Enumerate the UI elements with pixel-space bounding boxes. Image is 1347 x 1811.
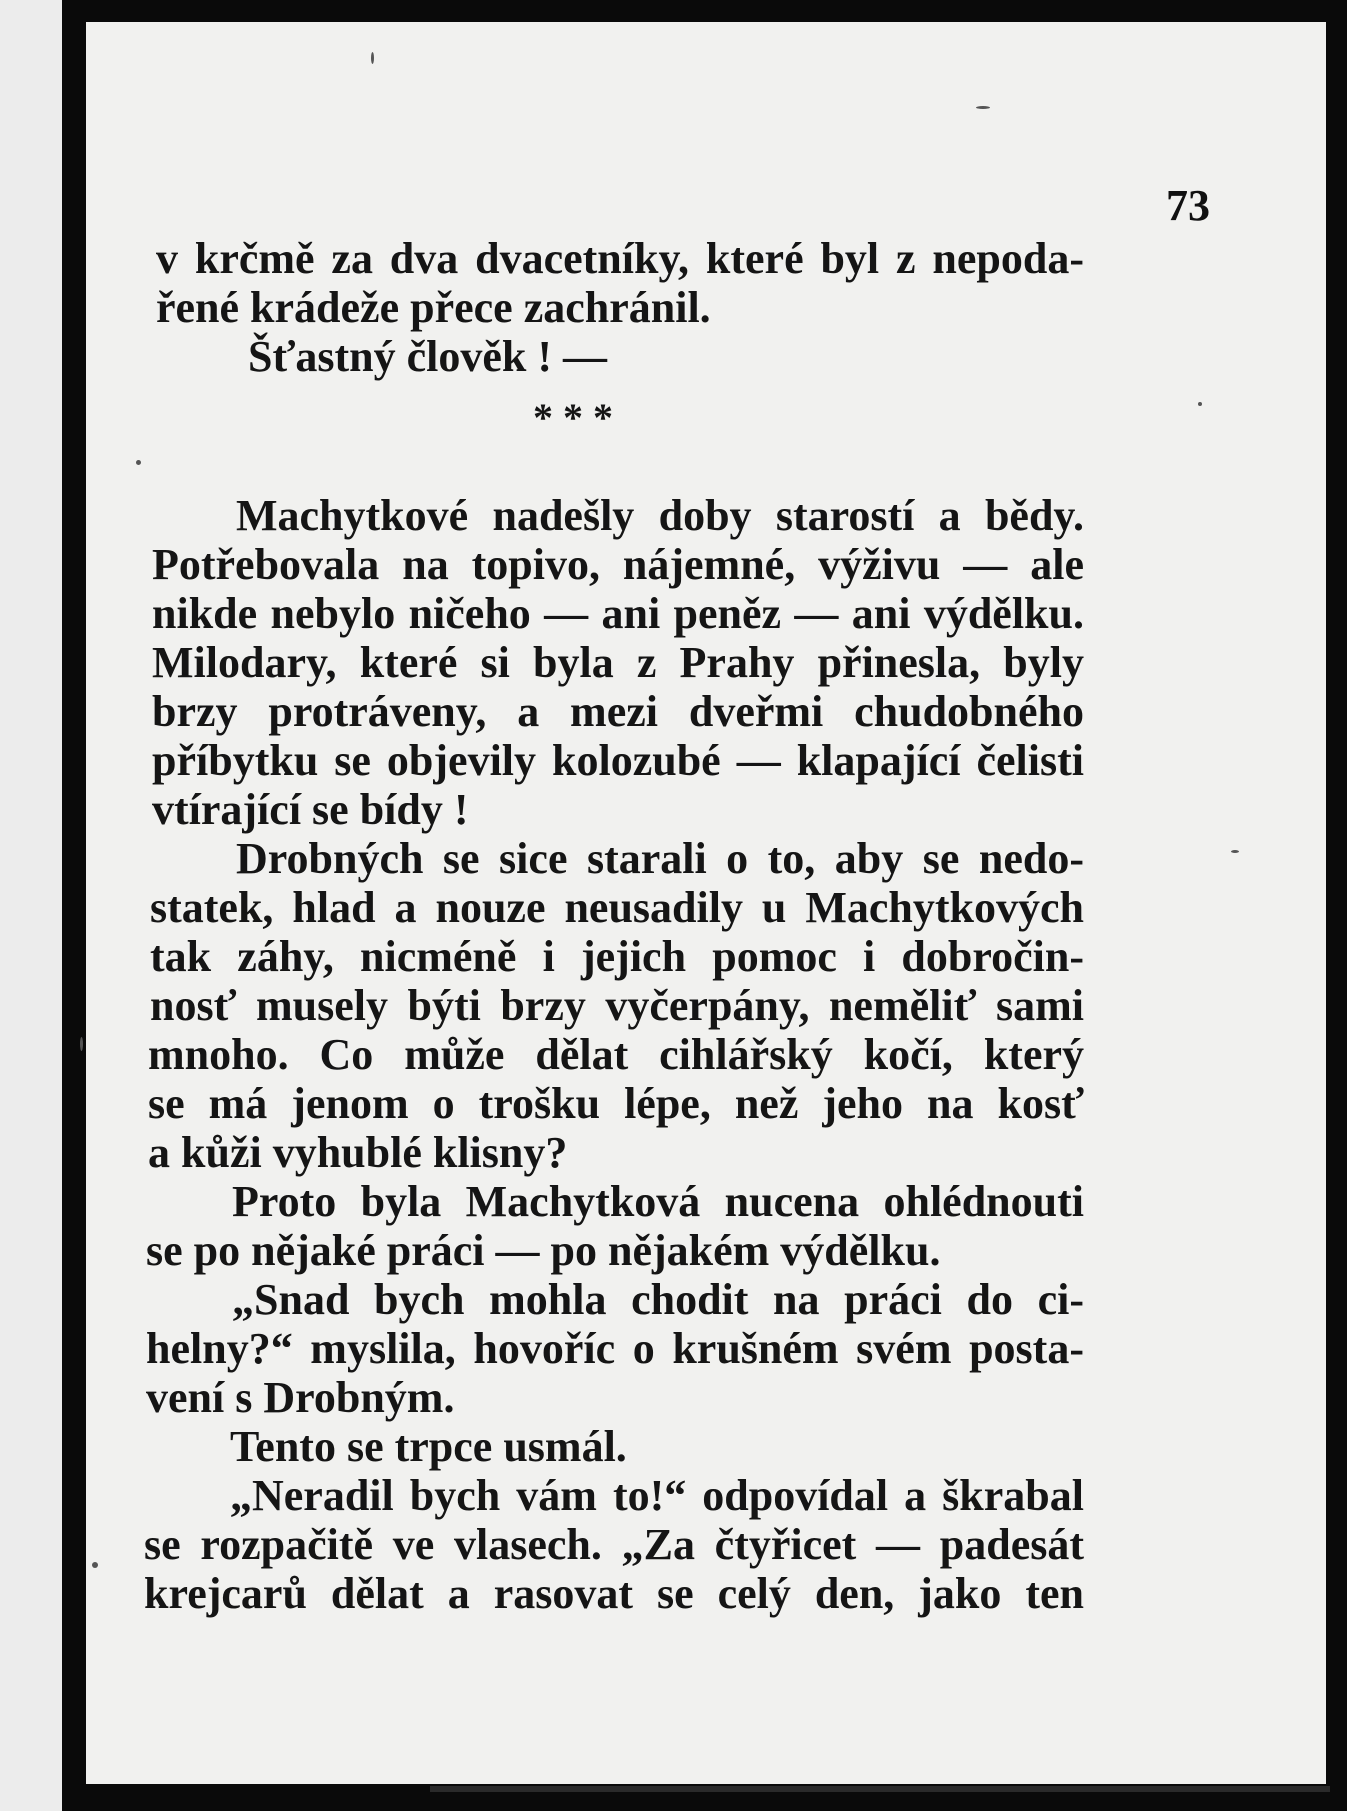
text-line: se po nějaké práci — po nějakém výdělku.: [146, 1226, 941, 1275]
text-line: v krčmě za dva dvacetníky, které byl z nepoda-: [156, 234, 1084, 283]
text-line: Drobných se sice starali o to, aby se nedo-: [236, 834, 1084, 883]
text-line: vení s Drobným.: [146, 1373, 455, 1422]
text-line: a kůži vyhublé klisny?: [148, 1128, 568, 1177]
text-line: nikde nebylo ničeho — ani peněz — ani výdělku.: [152, 589, 1084, 638]
text-line: příbytku se objevily kolozubé — klapající čelisti: [152, 736, 1084, 785]
book-page: [86, 22, 1326, 1784]
scan-speck: [976, 106, 990, 109]
page-number: 73: [1166, 181, 1210, 230]
text-line: krejcarů dělat a rasovat se celý den, jako ten: [144, 1569, 1084, 1618]
text-line: Šťastný člověk ! —: [248, 332, 608, 381]
text-line: nosť musely býti brzy vyčerpány, neměliť sami: [150, 981, 1084, 1030]
text-line: Proto byla Machytková nucena ohlédnouti: [232, 1177, 1084, 1226]
text-line: helny?“ myslila, hovoříc o krušném svém posta-: [146, 1324, 1084, 1373]
text-line: Tento se trpce usmál.: [230, 1422, 627, 1471]
text-line: „Neradil bych vám to!“ odpovídal a škrabal: [230, 1471, 1084, 1520]
text-line: vtírající se bídy !: [152, 785, 469, 834]
scan-speck: [80, 1037, 83, 1051]
text-line: se rozpačitě ve vlasech. „Za čtyřicet — padesát: [144, 1520, 1084, 1569]
text-line: statek, hlad a nouze neusadily u Machytkových: [150, 883, 1084, 932]
text-line: Potřebovala na topivo, nájemné, výživu — ale: [152, 540, 1084, 589]
text-line: mnoho. Co může dělat cihlářský kočí, který: [148, 1030, 1084, 1079]
text-line: se má jenom o trošku lépe, než jeho na kosť: [148, 1079, 1084, 1128]
text-line: „Snad bych mohla chodit na práci do ci-: [232, 1275, 1084, 1324]
book-gutter: [62, 0, 86, 1811]
text-line: řené krádeže přece zachránil.: [156, 283, 711, 332]
scan-speck: [1231, 850, 1239, 853]
page-bottom-shadow: [430, 1786, 1330, 1792]
scan-speck: [92, 1562, 98, 1568]
text-line: Milodary, které si byla z Prahy přinesla, byly: [152, 638, 1084, 687]
scan-speck: [136, 460, 141, 465]
section-separator: * * *: [533, 395, 613, 440]
scan-speck: [371, 52, 374, 64]
text-line: Machytkové nadešly doby starostí a bědy.: [236, 491, 1084, 540]
text-line: brzy protráveny, a mezi dveřmi chudobného: [152, 687, 1084, 736]
adjacent-page-edge: [0, 0, 62, 1811]
scan-speck: [1198, 402, 1202, 406]
text-line: tak záhy, nicméně i jejich pomoc i dobročin-: [150, 932, 1084, 981]
